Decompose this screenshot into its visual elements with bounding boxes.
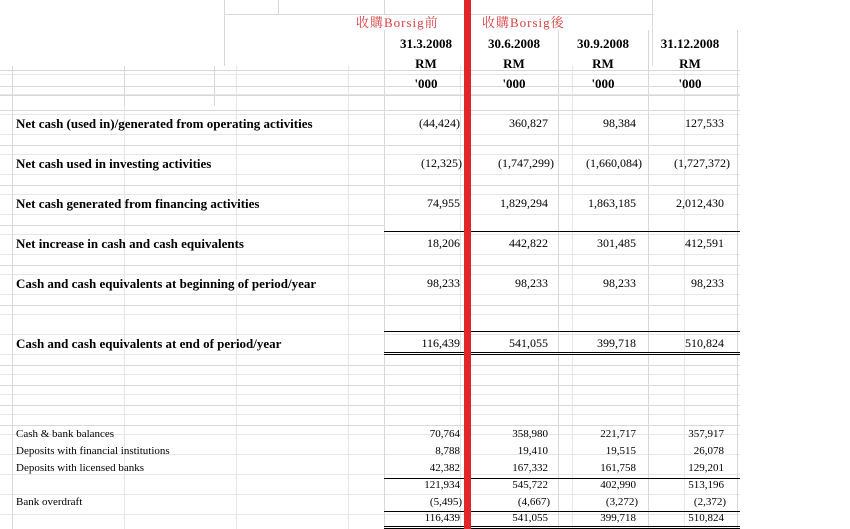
column-currency-4: RM — [679, 56, 701, 71]
financing-value-q4: 2,012,430 — [676, 196, 724, 210]
row-label-beginning: Cash and cash equivalents at beginning of period/year — [16, 276, 317, 291]
end-value-q2: 541,055 — [509, 336, 548, 350]
detail-label-financial-institutions: Deposits with financial institutions — [16, 445, 170, 457]
beginning-value-q1: 98,233 — [427, 276, 460, 290]
detail-label-licensed-banks: Deposits with licensed banks — [16, 462, 145, 474]
subtotal-value-q2: 545,722 — [512, 479, 548, 491]
overdraft-value-q2: (4,667) — [517, 496, 550, 508]
financing-value-q2: 1,829,294 — [500, 196, 548, 210]
total-value-q1: 116,439 — [424, 512, 460, 524]
beginning-value-q2: 98,233 — [515, 276, 548, 290]
row-label-financing: Net cash generated from financing activities — [16, 196, 260, 211]
acquisition-divider-line — [464, 0, 471, 529]
investing-value-q3: (1,660,084) — [586, 156, 642, 170]
cash-bank-value-q2: 358,980 — [512, 428, 548, 440]
total-value-q3: 399,718 — [600, 512, 636, 524]
total-value-q4: 510,824 — [688, 512, 724, 524]
investing-value-q1: (12,325) — [421, 156, 462, 170]
subtotal-value-q3: 402,990 — [600, 479, 636, 491]
detail-label-cash-bank: Cash & bank balances — [16, 428, 115, 440]
column-date-2: 30.6.2008 — [488, 36, 540, 51]
row-label-net-increase: Net increase in cash and cash equivalents — [16, 236, 244, 251]
column-unit-4: '000 — [678, 76, 702, 91]
column-unit-1: '000 — [414, 76, 438, 91]
net-increase-value-q1: 18,206 — [427, 236, 460, 250]
column-date-4: 31.12.2008 — [660, 36, 720, 51]
column-unit-2: '000 — [502, 76, 526, 91]
net-increase-value-q2: 442,822 — [509, 236, 548, 250]
licensed-banks-value-q2: 167,332 — [512, 462, 548, 474]
overdraft-value-q1: (5,495) — [429, 496, 462, 508]
column-date-3: 30.9.2008 — [577, 36, 629, 51]
net-increase-value-q3: 301,485 — [597, 236, 636, 250]
detail-label-bank-overdraft: Bank overdraft — [16, 496, 83, 508]
column-currency-3: RM — [592, 56, 614, 71]
column-currency-1: RM — [415, 56, 437, 71]
column-unit-3: '000 — [591, 76, 615, 91]
row-label-investing: Net cash used in investing activities — [16, 156, 212, 171]
end-value-q3: 399,718 — [597, 336, 636, 350]
operating-value-q2: 360,827 — [509, 116, 548, 130]
column-date-1: 31.3.2008 — [400, 36, 452, 51]
financing-value-q1: 74,955 — [427, 196, 460, 210]
right-blank-area — [740, 0, 850, 529]
end-value-q1: 116,439 — [421, 336, 460, 350]
subtotal-value-q4: 513,196 — [688, 479, 724, 491]
total-value-q2: 541,055 — [512, 512, 548, 524]
beginning-value-q4: 98,233 — [691, 276, 724, 290]
operating-value-q3: 98,384 — [603, 116, 636, 130]
financial-institutions-value-q1: 8,788 — [435, 445, 460, 457]
operating-value-q4: 127,533 — [685, 116, 724, 130]
overdraft-value-q3: (3,272) — [605, 496, 638, 508]
net-increase-value-q4: 412,591 — [685, 236, 724, 250]
investing-value-q4: (1,727,372) — [674, 156, 730, 170]
before-acquisition-label: 收購Borsig前 — [356, 15, 439, 30]
cash-bank-value-q1: 70,764 — [429, 428, 460, 440]
end-value-q4: 510,824 — [685, 336, 724, 350]
financing-value-q3: 1,863,185 — [588, 196, 636, 210]
beginning-value-q3: 98,233 — [603, 276, 636, 290]
subtotal-value-q1: 121,934 — [424, 479, 460, 491]
investing-value-q2: (1,747,299) — [498, 156, 554, 170]
column-currency-2: RM — [503, 56, 525, 71]
financial-institutions-value-q4: 26,078 — [693, 445, 724, 457]
cash-bank-value-q4: 357,917 — [688, 428, 724, 440]
licensed-banks-value-q3: 161,758 — [600, 462, 636, 474]
row-label-operating: Net cash (used in)/generated from operating activities — [16, 116, 313, 131]
financial-institutions-value-q2: 19,410 — [517, 445, 548, 457]
financial-institutions-value-q3: 19,515 — [605, 445, 636, 457]
licensed-banks-value-q1: 42,382 — [429, 462, 460, 474]
after-acquisition-label: 收購Borsig後 — [482, 15, 565, 30]
overdraft-value-q4: (2,372) — [693, 496, 726, 508]
licensed-banks-value-q4: 129,201 — [688, 462, 724, 474]
operating-value-q1: (44,424) — [419, 116, 460, 130]
row-label-end: Cash and cash equivalents at end of period/year — [16, 336, 282, 351]
cash-bank-value-q3: 221,717 — [600, 428, 636, 440]
